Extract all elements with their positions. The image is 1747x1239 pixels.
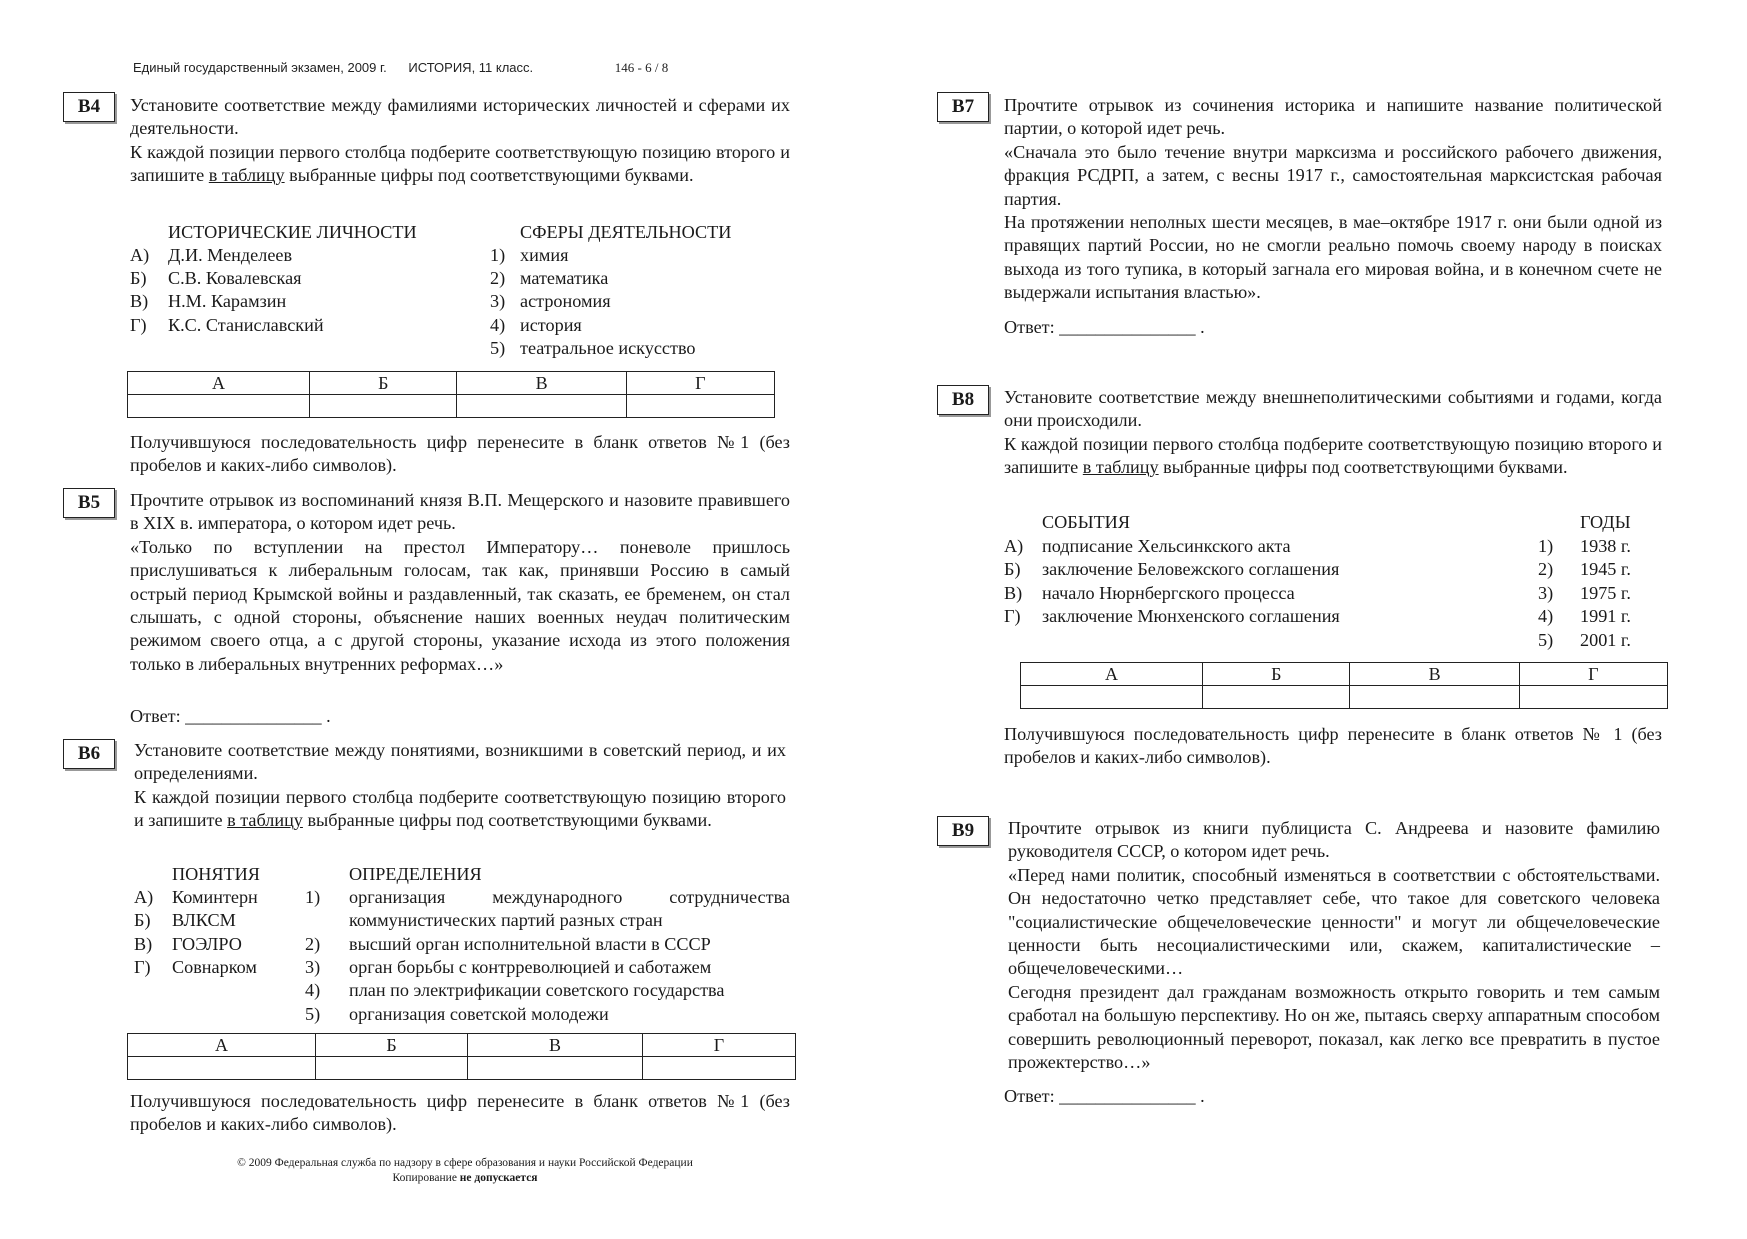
question-b6-text [134, 739, 786, 833]
b8-left-d-letter: Г) [1004, 606, 1021, 626]
b6-table-header-c: В [468, 1034, 643, 1057]
b4-left-a [130, 245, 293, 266]
b6-right-1-num: 1) [305, 887, 321, 907]
b6-right-4-text: план по электрификации советского государства [349, 980, 725, 1000]
question-b4-text [130, 94, 790, 188]
b4-table-header-c: В [457, 372, 626, 395]
b4-answer-cell-b[interactable] [310, 395, 457, 418]
b4-intro: Установите соответствие между фамилиями исторических личностей и сферами их деятельности. [130, 95, 790, 139]
b8-right-5-num: 5) [1538, 630, 1554, 650]
b4-right-3-num: 3) [490, 291, 506, 311]
b6-instr-part2: выбранные цифры под соответствующими буквами. [302, 810, 712, 831]
b8-left-b-text: заключение Беловежского соглашения [1042, 559, 1340, 579]
b4-col1-header: ИСТОРИЧЕСКИЕ ЛИЧНОСТИ [168, 222, 417, 242]
b6-right-5-num: 5) [305, 1004, 321, 1024]
b8-answer-cell-a[interactable] [1021, 686, 1203, 709]
b4-right-4-num: 4) [490, 315, 506, 335]
b6-left-d-text: Совнарком [172, 957, 257, 977]
b6-right-3 [305, 957, 712, 978]
b4-col2-header: СФЕРЫ ДЕЯТЕЛЬНОСТИ [520, 222, 732, 242]
b6-transfer: Получившуюся последовательность цифр перенесите в бланк ответов №1 (без пробелов и каких-либо символов). [130, 1091, 790, 1135]
b8-col2-header: ГОДЫ [1580, 512, 1631, 532]
b8-table-header-d: Г [1519, 663, 1667, 686]
b8-left-c-letter: В) [1004, 583, 1023, 603]
b4-right-1-num: 1) [490, 245, 506, 265]
b6-left-c [134, 934, 242, 955]
question-b8-text [1004, 386, 1662, 480]
b4-right-5 [490, 338, 696, 359]
b6-left-a-letter: А) [134, 887, 154, 907]
b6-right-2-num: 2) [305, 934, 321, 954]
copyright-footer [195, 1156, 735, 1186]
question-label-b4: B4 [63, 92, 115, 122]
b5-intro: Прочтите отрывок из воспоминаний князя В.П. Мещерского и назовите правившего в XIX в. императора, о котором идет речь. [130, 490, 790, 534]
b8-instructions [1004, 433, 1662, 480]
b4-table-header-d: Г [626, 372, 774, 395]
b6-instructions [134, 786, 786, 833]
question-label-b8: B8 [937, 385, 989, 415]
b4-transfer: Получившуюся последовательность цифр перенесите в бланк ответов №1 (без пробелов и каких-либо символов). [130, 432, 790, 476]
b9-answer[interactable]: Ответ: _______________ . [1004, 1086, 1205, 1106]
b6-col1-header: ПОНЯТИЯ [172, 864, 260, 884]
b8-right-3-num: 3) [1538, 583, 1554, 603]
b8-answer-table [1020, 662, 1668, 709]
b6-right-1-cont: коммунистических партий разных стран [349, 910, 663, 930]
question-b7-text [1004, 94, 1662, 305]
b7-intro: Прочтите отрывок из сочинения историка и напишите название политической партии, о которой идет речь. [1004, 95, 1662, 139]
b4-right-4 [490, 315, 582, 336]
b9-quote-2: Сегодня президент дал гражданам возможность открыто говорить и тем самым сработал на большую перспективу. Но он же, пытаясь сверху аппаратным способом совершить революционный переворот, показал, как легко все превратить в пустое прожектерство…» [1008, 981, 1660, 1073]
b6-intro: Установите соответствие между понятиями, возникшими в советский период, и их определениями. [134, 740, 786, 784]
b6-left-b-letter: Б) [134, 910, 151, 930]
b8-right-5-text: 2001 г. [1580, 630, 1631, 650]
b6-answer-cell-d[interactable] [642, 1057, 795, 1080]
b6-left-d-letter: Г) [134, 957, 151, 977]
b8-intro: Установите соответствие между внешнеполитическими событиями и годами, когда они происходили. [1004, 387, 1662, 431]
b5-quote: «Только по вступлении на престол Императору… поневоле пришлось прислушиваться к либеральным голосам, так как, принявши Россию в самый острый период Крымской войны и раздавленный, так сказать, ее бременем, он стал слышать, с одной стороны, объяснение наших военных неудач политическим режимом своего отца, а с другой стороны, указание исхода из этого положения только в либеральных внутренних реформах…» [130, 536, 790, 674]
b4-right-3-text: астрономия [520, 291, 611, 311]
b8-right-3 [1538, 583, 1631, 604]
b6-left-b-text: ВЛКСМ [172, 910, 236, 930]
b4-right-2-num: 2) [490, 268, 506, 288]
b6-table-header-b: Б [315, 1034, 467, 1057]
b8-table-header-c: В [1350, 663, 1519, 686]
b6-instr-part1: К каждой позиции первого столбца подберите соответствующую позицию второго и запишите [134, 786, 786, 831]
question-label-b7: B7 [937, 92, 989, 122]
question-b5-text [130, 489, 790, 676]
b4-right-4-text: история [520, 315, 582, 335]
b4-table-header-b: Б [310, 372, 457, 395]
subject-title: ИСТОРИЯ, 11 класс. [408, 60, 534, 75]
b4-left-a-text: Д.И. Менделеев [168, 245, 293, 265]
b8-table-header-a: А [1021, 663, 1203, 686]
b8-left-b-letter: Б) [1004, 559, 1021, 579]
b8-left-a-letter: А) [1004, 536, 1024, 556]
b8-instr-part1: К каждой позиции первого столбца подберите соответствующую позицию второго и запишите [1004, 433, 1662, 478]
b6-right-3-num: 3) [305, 957, 321, 977]
b8-instr-link: в таблицу [1082, 457, 1159, 478]
b8-right-2-num: 2) [1538, 559, 1554, 579]
b6-answer-cell-a[interactable] [128, 1057, 316, 1080]
b8-right-3-text: 1975 г. [1580, 583, 1631, 603]
b4-left-c-text: Н.М. Карамзин [168, 291, 287, 311]
b6-right-4 [305, 980, 725, 1001]
b5-answer[interactable]: Ответ: _______________ . [130, 706, 331, 726]
footer-line2 [195, 1171, 735, 1186]
b7-quote-1: «Сначала это было течение внутри марксизма и российского рабочего движения, фракция РСДРП, а затем, с весны 1917 г., самостоятельная марксистская рабочая партия. [1004, 141, 1662, 209]
footer-line1: © 2009 Федеральная служба по надзору в сфере образования и науки Российской Федерации [237, 1157, 693, 1169]
b7-quote-2: На протяжении неполных шести месяцев, в мае–октябре 1917 г. они были одной из правящих партий России, но не смогли реально помочь своему народу в поисках выхода из того тупика, в который загнала его мировая война, и в конечном счете не выдержали испытания властью». [1004, 212, 1662, 303]
b6-left-a-text: Коминтерн [172, 887, 258, 907]
question-label-b5: B5 [63, 488, 115, 518]
b4-answer-table [127, 371, 775, 418]
b8-instr-part2: выбранные цифры под соответствующими буквами. [1158, 457, 1568, 478]
b6-right-5 [305, 1004, 609, 1025]
b4-left-d-letter: Г) [130, 315, 147, 335]
b8-right-1-text: 1938 г. [1580, 536, 1631, 556]
b4-left-d-text: К.С. Станиславский [168, 315, 324, 335]
b8-right-4-text: 1991 г. [1580, 606, 1631, 626]
b6-left-d [134, 957, 257, 978]
b6-left-c-letter: В) [134, 934, 153, 954]
b4-instructions [130, 141, 790, 188]
b8-left-d-text: заключение Мюнхенского соглашения [1042, 606, 1340, 626]
b6-left-c-text: ГОЭЛРО [172, 934, 242, 954]
b8-left-c [1004, 583, 1295, 604]
b4-right-1-text: химия [520, 245, 569, 265]
b6-table-header-d: Г [642, 1034, 795, 1057]
b8-left-a [1004, 536, 1291, 557]
b4-instr-part1: К каждой позиции первого столбца подберите соответствующую позицию второго и запишите [130, 141, 790, 186]
b8-left-a-text: подписание Хельсинкского акта [1042, 536, 1291, 556]
b8-left-c-text: начало Нюрнбергского процесса [1042, 583, 1295, 603]
b6-col2-header: ОПРЕДЕЛЕНИЯ [349, 864, 482, 884]
b4-instr-part2: выбранные цифры под соответствующими буквами. [284, 165, 694, 186]
b4-instr-link: в таблицу [208, 165, 285, 186]
b8-answer-cell-d[interactable] [1519, 686, 1667, 709]
b4-left-d [130, 315, 324, 336]
b8-answer-cell-c[interactable] [1350, 686, 1519, 709]
b6-answer-cell-c[interactable] [468, 1057, 643, 1080]
b6-right-1 [305, 887, 790, 908]
b4-left-c-letter: В) [130, 291, 149, 311]
b6-left-a [134, 887, 258, 908]
footer-line2-text: Копирование [392, 1172, 460, 1184]
b8-right-4-num: 4) [1538, 606, 1554, 626]
question-label-b6: B6 [63, 739, 115, 769]
b4-answer-cell-a[interactable] [128, 395, 310, 418]
b8-right-1-num: 1) [1538, 536, 1554, 556]
b4-left-a-letter: А) [130, 245, 150, 265]
page-header [133, 60, 668, 76]
b6-right-5-text: организация советской молодежи [349, 1004, 609, 1024]
b8-right-2-text: 1945 г. [1580, 559, 1631, 579]
b4-right-3 [490, 291, 611, 312]
b6-right-2-text: высший орган исполнительной власти в СССР [349, 934, 711, 954]
b8-transfer: Получившуюся последовательность цифр перенесите в бланк ответов № 1 (без пробелов и каких-либо символов). [1004, 724, 1662, 768]
b4-left-b-letter: Б) [130, 268, 147, 288]
b8-right-5 [1538, 630, 1631, 651]
b4-answer-cell-c[interactable] [457, 395, 626, 418]
b4-right-5-text: театральное искусство [520, 338, 696, 358]
b8-table-header-b: Б [1203, 663, 1350, 686]
b4-left-b-text: С.В. Ковалевская [168, 268, 302, 288]
b6-answer-table [127, 1033, 796, 1080]
b9-intro: Прочтите отрывок из книги публициста С. Андреева и назовите фамилию руководителя СССР, о котором идет речь. [1008, 818, 1660, 862]
b8-right-1 [1538, 536, 1631, 557]
b6-right-3-text: орган борьбы с контрреволюцией и саботажем [349, 957, 712, 977]
b6-instr-link: в таблицу [227, 810, 303, 831]
b8-right-4 [1538, 606, 1631, 627]
b6-right-2 [305, 934, 711, 955]
b8-right-2 [1538, 559, 1631, 580]
b4-right-1 [490, 245, 569, 266]
exam-title: Единый государственный экзамен, 2009 г. [133, 60, 387, 75]
b6-right-1-text: организация международного сотрудничества [349, 887, 790, 907]
b8-col1-header: СОБЫТИЯ [1042, 512, 1130, 532]
b4-right-5-num: 5) [490, 338, 506, 358]
b4-left-c [130, 291, 287, 312]
b6-right-4-num: 4) [305, 980, 321, 1000]
b8-left-b [1004, 559, 1340, 580]
b4-right-2 [490, 268, 609, 289]
b4-left-b [130, 268, 302, 289]
b6-table-header-a: А [128, 1034, 316, 1057]
footer-line2-bold: не допускается [459, 1172, 538, 1184]
b7-answer[interactable]: Ответ: _______________ . [1004, 317, 1205, 337]
b4-answer-cell-d[interactable] [626, 395, 774, 418]
question-b9-text [1008, 817, 1660, 1074]
page-number: 146 - 6 / 8 [614, 60, 669, 75]
b6-answer-cell-b[interactable] [315, 1057, 467, 1080]
b6-left-b [134, 910, 236, 931]
b9-quote-1: «Перед нами политик, способный изменяться в соответствии с обстоятельствами. Он недостаточно четко представляет себе, что такое для советского человека "социалистические общечеловеческие ценности" и могут ли общечеловеческие ценности быть несоциалистическими или, скажем, капиталистические – общечеловеческими… [1008, 864, 1660, 979]
b8-answer-cell-b[interactable] [1203, 686, 1350, 709]
b8-left-d [1004, 606, 1340, 627]
question-label-b9: B9 [937, 816, 989, 846]
b4-table-header-a: А [128, 372, 310, 395]
b4-right-2-text: математика [520, 268, 609, 288]
